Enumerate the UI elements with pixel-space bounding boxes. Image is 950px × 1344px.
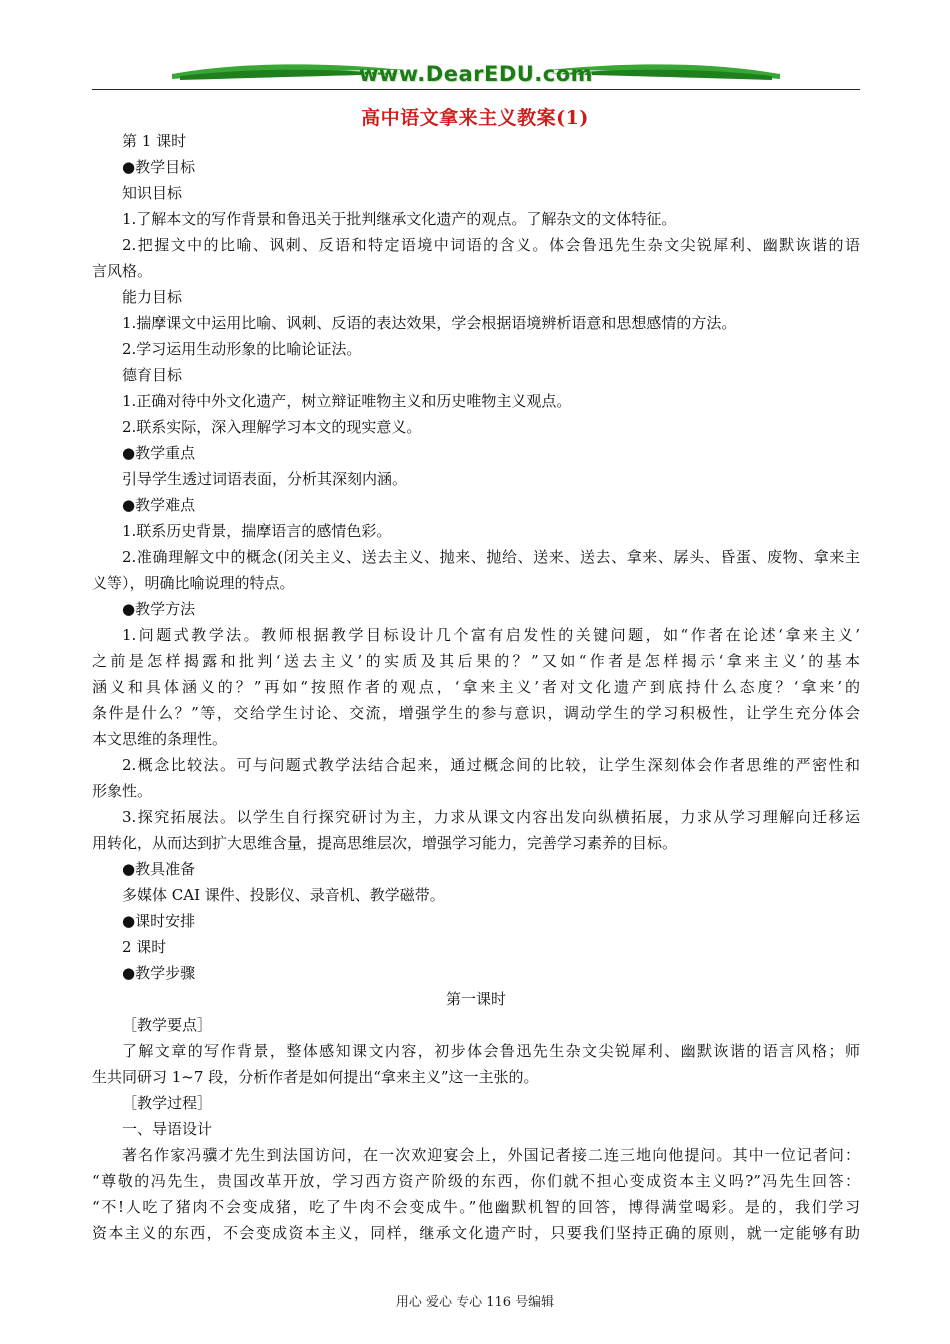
text-line: ●教学方法 — [122, 600, 196, 618]
text-line: 一、导语设计 — [122, 1120, 213, 1138]
text-line: 1.正确对待中外文化遗产，树立辩证唯物主义和历史唯物主义观点。 — [122, 392, 572, 410]
text-line: ●课时安排 — [122, 912, 196, 930]
text-line: “不!人吃了猪肉不会变成猪，吃了牛肉不会变成牛。”他幽默机智的回答，博得满堂喝彩。是的，我们学习 — [92, 1198, 860, 1216]
text-line: 涵义和具体涵义的？”再如“按照作者的观点，‘拿来主义’者对文化遗产到底持什么态度？‘拿来’的 — [92, 678, 860, 696]
text-line: 条件是什么？”等，交给学生讨论、交流，增强学生的参与意识，调动学生的学习积极性，让学生充分体会 — [92, 704, 860, 722]
header-rule — [92, 89, 860, 90]
text-line: 德育目标 — [122, 366, 183, 384]
text-line: 多媒体 CAI 课件、投影仪、录音机、教学磁带。 — [122, 886, 445, 904]
text-line: ●教学步骤 — [122, 964, 196, 982]
text-line: 1.联系历史背景，揣摩语言的感情色彩。 — [122, 522, 392, 540]
site-logo[interactable]: www.DearEDU.com — [358, 62, 594, 86]
site-header — [92, 60, 860, 94]
text-line: ●教学重点 — [122, 444, 196, 462]
text-line: 了解文章的写作背景，整体感知课文内容，初步体会鲁迅先生杂文尖锐犀利、幽默诙谐的语言风格；师 — [122, 1042, 860, 1060]
text-line: 2.准确理解文中的概念(闭关主义、送去主义、抛来、抛给、送来、送去、拿来、孱头、昏蛋、废物、拿来主 — [122, 548, 860, 566]
text-line: ●教学目标 — [122, 158, 196, 176]
text-line: ●教学难点 — [122, 496, 196, 514]
text-line: 之前是怎样揭露和批判‘送去主义’的实质及其后果的？”又如“作者是怎样揭示‘拿来主义’的基本 — [92, 652, 860, 670]
text-line: 2.把握文中的比喻、讽刺、反语和特定语境中词语的含义。体会鲁迅先生杂文尖锐犀利、幽默诙谐的语 — [122, 236, 860, 254]
text-line: 引导学生透过词语表面，分析其深刻内涵。 — [122, 470, 408, 488]
text-line: 形象性。 — [92, 782, 153, 800]
text-line: 第一课时 — [445, 990, 506, 1008]
document-title: 高中语文拿来主义教案(1) — [361, 107, 589, 129]
text-line: ［教学过程］ — [122, 1094, 213, 1112]
text-line: 2.联系实际，深入理解学习本文的现实意义。 — [122, 418, 422, 436]
text-line: 1.问题式教学法。教师根据教学目标设计几个富有启发性的关键问题，如“作者在论述‘拿来主义’ — [122, 626, 860, 644]
text-line: 用转化，从而达到扩大思维含量，提高思维层次，增强学习能力，完善学习素养的目标。 — [92, 834, 678, 852]
text-line: 义等），明确比喻说理的特点。 — [92, 574, 295, 592]
text-line: 著名作家冯骥才先生到法国访问，在一次欢迎宴会上，外国记者接二连三地向他提问。其中一位记者问： — [122, 1146, 860, 1164]
text-line: ［教学要点］ — [122, 1016, 213, 1034]
page-footer: 用心 爱心 专心 116 号编辑 — [395, 1295, 555, 1310]
text-line: 2.学习运用生动形象的比喻论证法。 — [122, 340, 362, 358]
text-line: 2.概念比较法。可与问题式教学法结合起来，通过概念间的比较，让学生深刻体会作者思维的严密性和 — [122, 756, 860, 774]
text-line: 知识目标 — [122, 184, 183, 202]
text-line: 生共同研习 1~7 段，分析作者是如何提出“拿来主义”这一主张的。 — [92, 1068, 539, 1086]
text-line: 3.探究拓展法。以学生自行探究研讨为主，力求从课文内容出发向纵横拓展，力求从学习理解向迁移运 — [122, 808, 860, 826]
text-line: 本文思维的条理性。 — [92, 730, 228, 748]
text-line: ●教具准备 — [122, 860, 196, 878]
text-line: 资本主义的东西，不会变成资本主义，同样，继承文化遗产时，只要我们坚持正确的原则，就一定能够有助 — [92, 1224, 860, 1242]
text-line: 2 课时 — [122, 938, 167, 956]
text-line: “尊敬的冯先生，贵国改革开放，学习西方资产阶级的东西，你们就不担心变成资本主义吗?”冯先生回答： — [92, 1172, 860, 1190]
text-line: 能力目标 — [122, 288, 183, 306]
text-line: 1.了解本文的写作背景和鲁迅关于批判继承文化遗产的观点。了解杂文的文体特征。 — [122, 210, 677, 228]
document-body — [92, 128, 860, 1246]
text-line: 1.揣摩课文中运用比喻、讽刺、反语的表达效果，学会根据语境辨析语意和思想感情的方法。 — [122, 314, 737, 332]
text-line: 言风格。 — [92, 262, 153, 280]
text-line: 第 1 课时 — [122, 132, 187, 150]
